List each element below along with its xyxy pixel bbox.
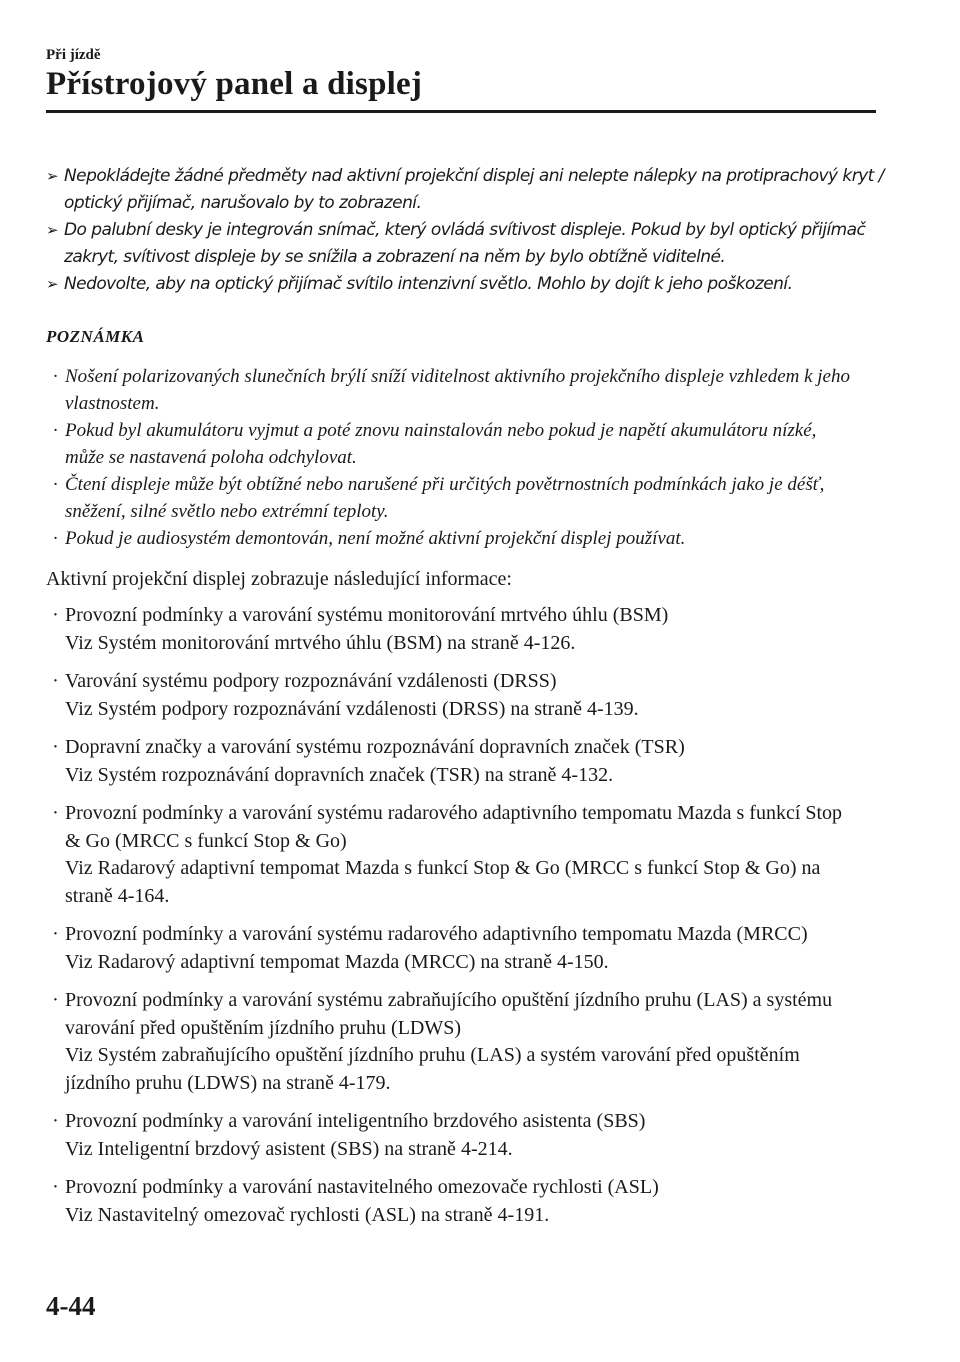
caution-list <box>46 163 886 298</box>
note-text: Pokud je audiosystém demontován, není možné aktivní projekční displej používat. <box>65 528 686 549</box>
note-item <box>46 525 856 552</box>
note-text: Nošení polarizovaných slunečních brýlí sníží viditelnost aktivního projekčního displeje vzhledem k jeho vlastnostem. <box>65 366 850 414</box>
info-description: Provozní podmínky a varování systému radarového adaptivního tempomatu Mazda s funkcí Stop & Go (MRCC s funkcí Stop & Go) <box>65 802 843 852</box>
info-item <box>46 668 856 723</box>
page-reference: Viz Inteligentní brzdový asistent (SBS) na straně 4-214. <box>65 1137 513 1160</box>
info-description: Dopravní značky a varování systému rozpoznávání dopravních značek (TSR) <box>65 736 685 758</box>
caution-text: Nedovolte, aby na optický přijímač svítilo intenzivní světlo. Mohlo by dojít k jeho poškození. <box>64 274 793 294</box>
note-item <box>46 471 856 525</box>
bullet-dot-icon: · <box>52 604 59 626</box>
bullet-dot-icon: · <box>52 736 59 758</box>
page-reference: Viz Systém zabraňujícího opuštění jízdního pruhu (LAS) a systém varování před opuštěním jízdního pruhu (LDWS) na straně 4-179. <box>65 1044 800 1094</box>
caution-item <box>46 217 886 271</box>
info-description: Provozní podmínky a varování systému zabraňujícího opuštění jízdního pruhu (LAS) a systému varování před opuštěním jízdního pruhu (LDWS) <box>65 989 833 1039</box>
info-list <box>46 602 856 1240</box>
page-number: 4-44 <box>46 1291 96 1321</box>
page-title: Přístrojový panel a displej <box>46 66 423 102</box>
info-item <box>46 987 856 1097</box>
info-text <box>65 1174 856 1229</box>
info-text <box>65 800 856 910</box>
bullet-dot-icon: · <box>52 802 59 824</box>
intro-text: Aktivní projekční displej zobrazuje následující informace: <box>46 568 512 590</box>
info-item <box>46 800 856 910</box>
info-text <box>65 734 856 789</box>
page-reference: Viz Systém podpory rozpoznávání vzdálenosti (DRSS) na straně 4-139. <box>65 697 639 720</box>
note-list <box>46 363 856 552</box>
arrow-bullet-icon: ➢ <box>46 221 59 239</box>
page-reference: Viz Radarový adaptivní tempomat Mazda (MRCC) na straně 4-150. <box>65 950 609 973</box>
section-label: Při jízdě <box>46 47 101 63</box>
bullet-dot-icon: · <box>52 923 59 945</box>
bullet-dot-icon: · <box>52 366 59 387</box>
bullet-dot-icon: · <box>52 420 59 441</box>
bullet-dot-icon: · <box>52 670 59 692</box>
bullet-dot-icon: · <box>52 1176 59 1198</box>
bullet-dot-icon: · <box>52 1110 59 1132</box>
info-text <box>65 602 856 657</box>
note-item <box>46 363 856 417</box>
bullet-dot-icon: · <box>52 474 59 495</box>
info-description: Provozní podmínky a varování inteligentního brzdového asistenta (SBS) <box>65 1110 646 1132</box>
note-item <box>46 417 856 471</box>
bullet-dot-icon: · <box>52 989 59 1011</box>
info-description: Provozní podmínky a varování systému radarového adaptivního tempomatu Mazda (MRCC) <box>65 923 808 945</box>
info-description: Varování systému podpory rozpoznávání vzdálenosti (DRSS) <box>65 670 557 692</box>
arrow-bullet-icon: ➢ <box>46 275 59 293</box>
note-text: Pokud byl akumulátoru vyjmut a poté znovu nainstalován nebo pokud je napětí akumulátoru nízké, může se nastavená poloha odchylovat. <box>65 420 817 468</box>
caution-item <box>46 163 886 217</box>
info-item <box>46 1108 856 1163</box>
bullet-dot-icon: · <box>52 528 59 549</box>
caution-text: Do palubní desky je integrován snímač, který ovládá svítivost displeje. Pokud by byl optický přijímač zakryt, svítivost displeje by se snížila a zobrazení na něm by bylo obtížně viditelné. <box>64 220 866 267</box>
note-heading: POZNÁMKA <box>46 327 145 346</box>
info-item <box>46 602 856 657</box>
info-item <box>46 1174 856 1229</box>
caution-text: Nepokládejte žádné předměty nad aktivní projekční displej ani nelepte nálepky na protiprachový kryt / optický přijímač, narušovalo by to zobrazení. <box>64 166 884 213</box>
info-item <box>46 734 856 789</box>
page-reference: Viz Systém monitorování mrtvého úhlu (BSM) na straně 4-126. <box>65 631 576 654</box>
info-text <box>65 668 856 723</box>
caution-item <box>46 271 886 298</box>
note-text: Čtení displeje může být obtížné nebo narušené při určitých povětrnostních podmínkách jako je déšť, sněžení, silné světlo nebo extrémní teploty. <box>65 474 825 522</box>
page-reference: Viz Systém rozpoznávání dopravních značek (TSR) na straně 4-132. <box>65 763 614 786</box>
info-description: Provozní podmínky a varování nastavitelného omezovače rychlosti (ASL) <box>65 1176 659 1198</box>
info-text <box>65 987 856 1097</box>
page-reference: Viz Nastavitelný omezovač rychlosti (ASL) na straně 4-191. <box>65 1203 550 1226</box>
arrow-bullet-icon: ➢ <box>46 167 59 185</box>
page-reference: Viz Radarový adaptivní tempomat Mazda s funkcí Stop & Go (MRCC s funkcí Stop & Go) na straně 4-164. <box>65 857 821 907</box>
info-text <box>65 1108 856 1163</box>
info-text <box>65 921 856 976</box>
title-divider <box>46 110 876 113</box>
info-description: Provozní podmínky a varování systému monitorování mrtvého úhlu (BSM) <box>65 604 669 626</box>
info-item <box>46 921 856 976</box>
